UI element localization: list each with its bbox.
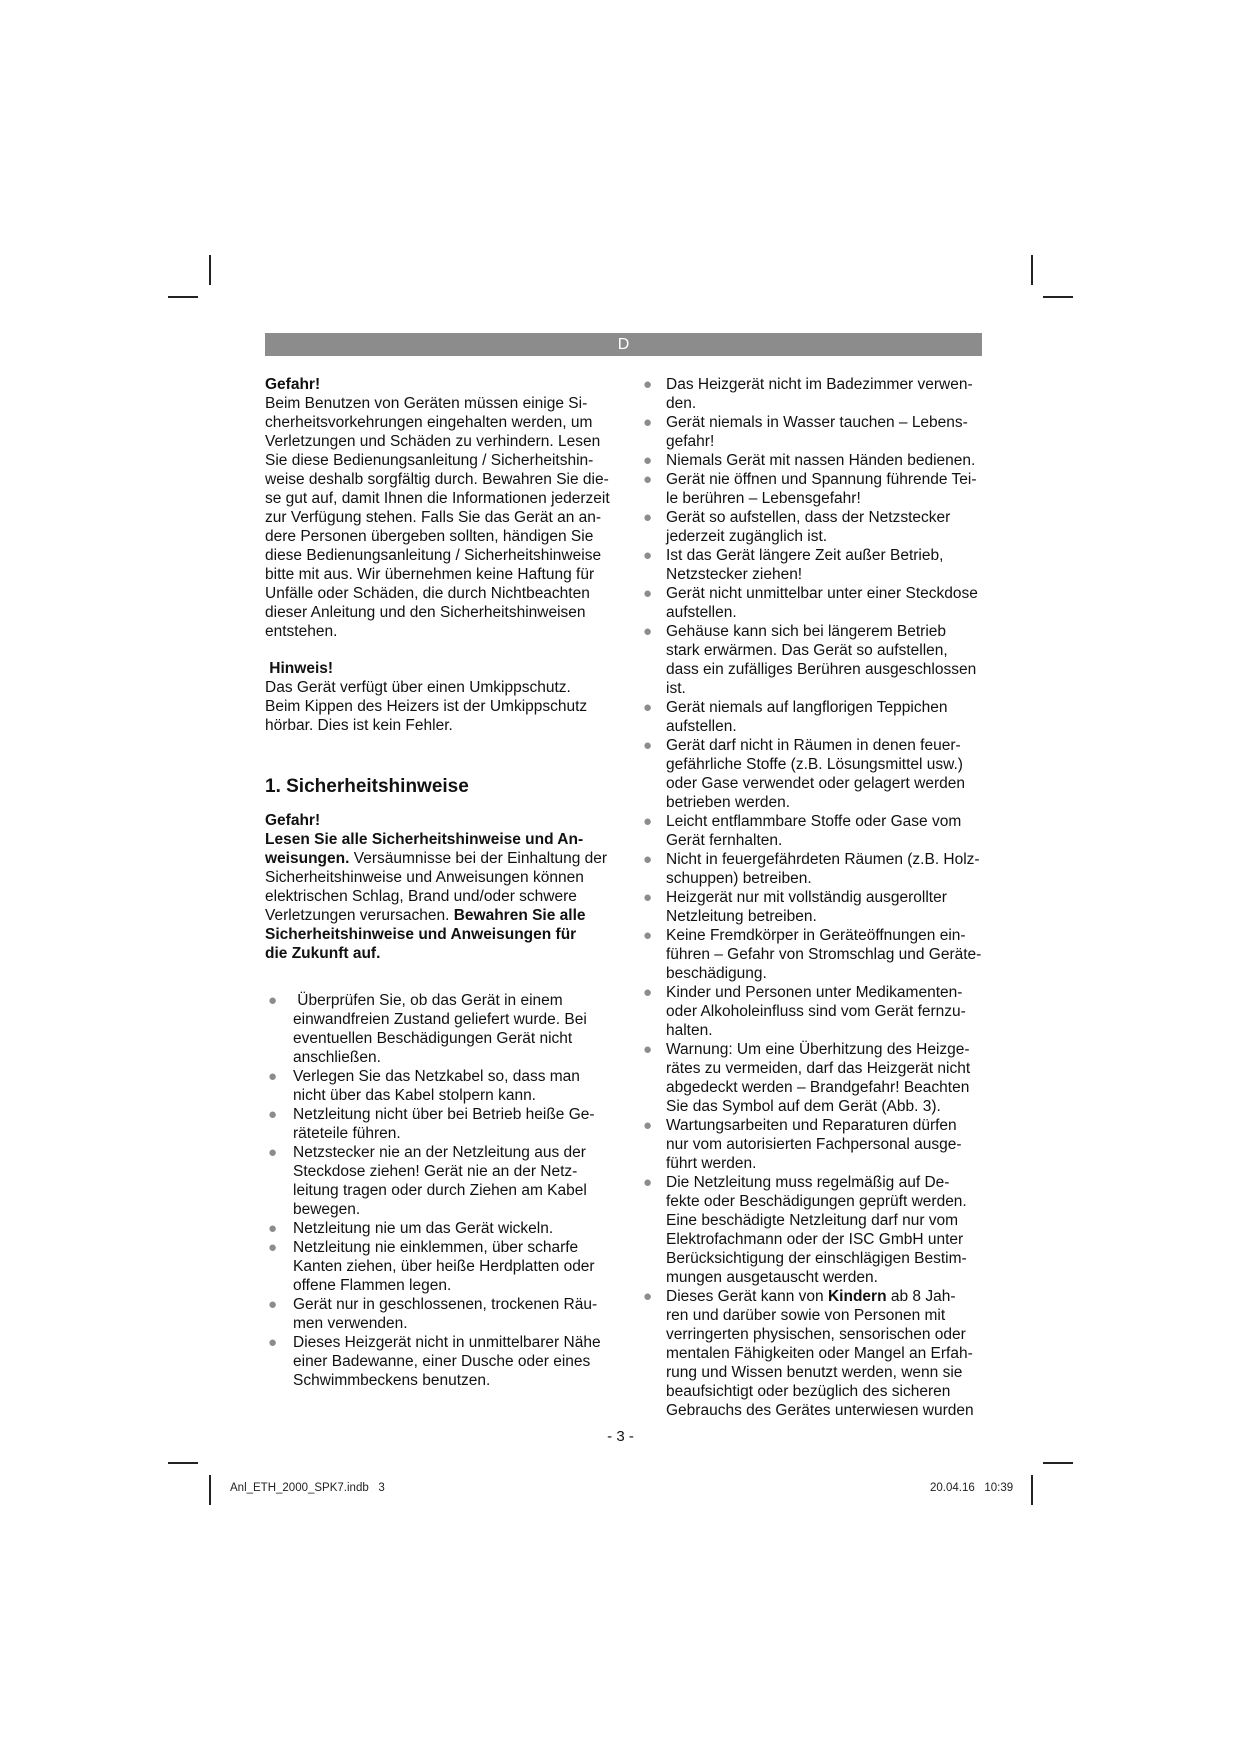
- text-line: ren und darüber sowie von Personen mit: [666, 1307, 946, 1324]
- list-item: [640, 451, 982, 470]
- text-line: Beim Kippen des Heizers ist der Umkippschutz: [265, 698, 588, 715]
- children-text-post: ab 8 Jah-: [886, 1288, 956, 1305]
- list-item: [640, 812, 982, 850]
- list-item: [265, 1219, 615, 1238]
- right-safety-list: [640, 375, 982, 1287]
- list-item-line: gefahr!: [666, 433, 715, 450]
- list-item-line: Ist das Gerät längere Zeit außer Betrieb,: [666, 547, 944, 564]
- text-line: se gut auf, damit Ihnen die Informationen jederzeit: [265, 490, 610, 507]
- list-item-line: nicht über das Kabel stolpern kann.: [293, 1087, 536, 1104]
- list-item-line: offene Flammen legen.: [293, 1277, 452, 1294]
- bullet-dot-icon: ●: [268, 1334, 278, 1351]
- list-item: [640, 926, 982, 983]
- text-line: dere Personen übergeben sollten, händigen Sie: [265, 528, 594, 545]
- bullet-dot-icon: ●: [643, 414, 653, 431]
- right-column: [640, 375, 982, 1420]
- list-item-line: mungen ausgetauscht werden.: [666, 1269, 878, 1286]
- bullet-dot-icon: ●: [268, 1106, 278, 1123]
- list-item-line: Leicht entflammbare Stoffe oder Gase vom: [666, 813, 962, 830]
- bold-instruction-1: Lesen Sie alle Sicherheitshinweise und An-: [265, 831, 584, 848]
- list-item-line: Gehäuse kann sich bei längerem Betrieb: [666, 623, 947, 640]
- bullet-dot-icon: ●: [643, 547, 653, 564]
- crop-mark-top-left-v: [209, 255, 211, 285]
- list-item-line: Gerät nie öffnen und Spannung führende Tei-: [666, 471, 977, 488]
- date-slug: 20.04.16 10:39: [930, 1482, 1014, 1494]
- text-line: Unfälle oder Schäden, die durch Nichtbeachten: [265, 585, 590, 602]
- list-item-line: ist.: [666, 680, 686, 697]
- bold-instruction-2: Bewahren Sie alle: [453, 907, 586, 924]
- list-item: [640, 470, 982, 508]
- note-heading: Hinweis!: [265, 660, 334, 677]
- list-item: [640, 888, 982, 926]
- crop-mark-top-left-h: [168, 296, 198, 298]
- list-item: [640, 413, 982, 451]
- bullet-dot-icon: ●: [643, 1288, 653, 1305]
- list-item-line: nur vom autorisierten Fachpersonal ausge-: [666, 1136, 962, 1153]
- list-item-line: Gerät niemals auf langflorigen Teppichen: [666, 699, 948, 716]
- text-line: zur Verfügung stehen. Falls Sie das Gerät an an-: [265, 509, 602, 526]
- text-line: Das Gerät verfügt über einen Umkippschutz.: [265, 679, 571, 696]
- list-item-line: Gerät niemals in Wasser tauchen – Lebens-: [666, 414, 968, 431]
- list-item-line: Niemals Gerät mit nassen Händen bedienen.: [666, 452, 976, 469]
- bullet-dot-icon: ●: [643, 623, 653, 640]
- list-item-line: Gerät fernhalten.: [666, 832, 783, 849]
- list-item-line: rätes zu vermeiden, darf das Heizgerät nicht: [666, 1060, 971, 1077]
- crop-mark-bottom-right-v: [1031, 1475, 1033, 1505]
- list-item-line: anschließen.: [293, 1049, 381, 1066]
- right-safety-list-last: [640, 1287, 982, 1420]
- list-item: [640, 622, 982, 698]
- text-line: beaufsichtigt oder bezüglich des sicheren: [666, 1383, 951, 1400]
- bullet-dot-icon: ●: [643, 737, 653, 754]
- intro-text-1: Versäumnisse bei der Einhaltung der: [349, 850, 608, 867]
- danger-paragraph: [265, 394, 615, 641]
- list-item-line: einwandfreien Zustand geliefert wurde. Bei: [293, 1011, 587, 1028]
- list-item-line: eventuellen Beschädigungen Gerät nicht: [293, 1030, 573, 1047]
- list-item-line: jederzeit zugänglich ist.: [666, 528, 828, 545]
- bullet-dot-icon: ●: [268, 1068, 278, 1085]
- list-item: [265, 1105, 615, 1143]
- list-item-line: Netzleitung nie einklemmen, über scharfe: [293, 1239, 579, 1256]
- list-item: [640, 546, 982, 584]
- list-item: [640, 736, 982, 812]
- crop-mark-top-right-v: [1031, 255, 1033, 285]
- bold-instruction-2c: die Zukunft auf.: [265, 945, 381, 962]
- bullet-dot-icon: ●: [643, 984, 653, 1001]
- list-item-line: Wartungsarbeiten und Reparaturen dürfen: [666, 1117, 957, 1134]
- list-item: [265, 1143, 615, 1219]
- text-line: entstehen.: [265, 623, 338, 640]
- list-item-line: Netzleitung betreiben.: [666, 908, 817, 925]
- list-item-line: Das Heizgerät nicht im Badezimmer verwen-: [666, 376, 973, 393]
- bullet-dot-icon: ●: [268, 1220, 278, 1237]
- bullet-dot-icon: ●: [643, 851, 653, 868]
- list-item-line: aufstellen.: [666, 718, 737, 735]
- list-item-line: Warnung: Um eine Überhitzung des Heizge-: [666, 1041, 970, 1058]
- list-item-line: führen – Gefahr von Stromschlag und Geräte-: [666, 946, 982, 963]
- danger-heading: Gefahr!: [265, 376, 321, 393]
- list-item-line: Keine Fremdkörper in Geräteöffnungen ein-: [666, 927, 966, 944]
- bullet-dot-icon: ●: [268, 1239, 278, 1256]
- list-item-line: führt werden.: [666, 1155, 757, 1172]
- bullet-dot-icon: ●: [643, 1041, 653, 1058]
- list-item-line: oder Alkoholeinfluss sind vom Gerät fernzu-: [666, 1003, 966, 1020]
- list-item: [640, 375, 982, 413]
- list-item: [640, 850, 982, 888]
- list-item-line: beschädigung.: [666, 965, 767, 982]
- text-line: diese Bedienungsanleitung / Sicherheitshinweise: [265, 547, 602, 564]
- list-item: [640, 508, 982, 546]
- text-line: weise deshalb sorgfältig durch. Bewahren Sie die-: [265, 471, 609, 488]
- text-line: hörbar. Dies ist kein Fehler.: [265, 717, 453, 734]
- text-line: Gebrauchs des Gerätes unterwiesen wurden: [666, 1402, 974, 1419]
- intro-text-4: Verletzungen verursachen.: [265, 907, 454, 924]
- list-item-line: schuppen) betreiben.: [666, 870, 812, 887]
- list-item-line: halten.: [666, 1022, 713, 1039]
- section-header-bar: [265, 333, 982, 356]
- list-item: [265, 1295, 615, 1333]
- file-slug: Anl_ETH_2000_SPK7.indb 3: [230, 1482, 385, 1494]
- bullet-dot-icon: ●: [643, 927, 653, 944]
- bullet-dot-icon: ●: [643, 813, 653, 830]
- list-item-line: bewegen.: [293, 1201, 361, 1218]
- list-item: [265, 1067, 615, 1105]
- list-item-line: Die Netzleitung muss regelmäßig auf De-: [666, 1174, 950, 1191]
- list-item-line: leitung tragen oder durch Ziehen am Kabel: [293, 1182, 587, 1199]
- list-item: [265, 991, 615, 1067]
- list-item-line: Heizgerät nur mit vollständig ausgerollter: [666, 889, 947, 906]
- bullet-dot-icon: ●: [268, 992, 278, 1009]
- list-item-line: Gerät nicht unmittelbar unter einer Steckdose: [666, 585, 978, 602]
- list-item: [640, 584, 982, 622]
- text-line: verringerten physischen, sensorischen oder: [666, 1326, 966, 1343]
- list-item-line: Steckdose ziehen! Gerät nie an der Netz-: [293, 1163, 578, 1180]
- list-item-line: Eine beschädigte Netzleitung darf nur vom: [666, 1212, 959, 1229]
- list-item-line: le berühren – Lebensgefahr!: [666, 490, 861, 507]
- text-line: bitte mit aus. Wir übernehmen keine Haftung für: [265, 566, 595, 583]
- list-item: [640, 1116, 982, 1173]
- list-item-line: fekte oder Beschädigungen geprüft werden.: [666, 1193, 967, 1210]
- crop-mark-bottom-left-h: [168, 1462, 198, 1464]
- section-letter: D: [617, 336, 630, 353]
- list-item-line: Elektrofachmann oder der ISC GmbH unter: [666, 1231, 964, 1248]
- bullet-dot-icon: ●: [643, 452, 653, 469]
- children-text-bold: Kindern: [827, 1288, 887, 1305]
- text-line: Beim Benutzen von Geräten müssen einige Si-: [265, 395, 588, 412]
- list-item: [265, 1333, 615, 1390]
- crop-mark-bottom-left-v: [209, 1475, 211, 1505]
- note-paragraph: [265, 678, 615, 735]
- list-item-line: Berücksichtigung der einschlägigen Bestim-: [666, 1250, 967, 1267]
- list-item-line: stark erwärmen. Das Gerät so aufstellen,: [666, 642, 948, 659]
- list-item-line: einer Badewanne, einer Dusche oder eines: [293, 1353, 591, 1370]
- list-item: [640, 1173, 982, 1287]
- list-item-line: Netzstecker ziehen!: [666, 566, 803, 583]
- section-title: 1. Sicherheitshinweise: [265, 776, 469, 797]
- intro-text-3: elektrischen Schlag, Brand und/oder schwere: [265, 888, 577, 905]
- list-item-line: Gerät nur in geschlossenen, trockenen Räu-: [293, 1296, 598, 1313]
- crop-mark-top-right-h: [1043, 296, 1073, 298]
- list-item: [265, 1238, 615, 1295]
- bullet-dot-icon: ●: [643, 1117, 653, 1134]
- danger-heading-2: Gefahr!: [265, 812, 321, 829]
- safety-intro-paragraph: [265, 830, 615, 963]
- list-item-line: Sie das Symbol auf dem Gerät (Abb. 3).: [666, 1098, 941, 1115]
- bullet-dot-icon: ●: [643, 471, 653, 488]
- list-item-line: oder Gase verwendet oder gelagert werden: [666, 775, 965, 792]
- list-item-line: Kinder und Personen unter Medikamenten-: [666, 984, 963, 1001]
- bullet-dot-icon: ●: [268, 1296, 278, 1313]
- list-item-line: Schwimmbeckens benutzen.: [293, 1372, 491, 1389]
- list-item-line: den.: [666, 395, 697, 412]
- text-line: Verletzungen und Schäden zu verhindern. Lesen: [265, 433, 601, 450]
- list-item-line: men verwenden.: [293, 1315, 408, 1332]
- list-item-line: Nicht in feuergefährdeten Räumen (z.B. Holz-: [666, 851, 980, 868]
- list-item-line: dass ein zufälliges Berühren ausgeschlossen: [666, 661, 977, 678]
- list-item-line: betrieben werden.: [666, 794, 791, 811]
- list-item-line: Netzstecker nie an der Netzleitung aus der: [293, 1144, 586, 1161]
- bullet-dot-icon: ●: [643, 585, 653, 602]
- list-item-line: Überprüfen Sie, ob das Gerät in einem: [293, 992, 563, 1009]
- list-item-line: Netzleitung nicht über bei Betrieb heiße Ge-: [293, 1106, 595, 1123]
- bullet-dot-icon: ●: [643, 699, 653, 716]
- text-line: rung und Wissen benutzt werden, wenn sie: [666, 1364, 963, 1381]
- list-item: [640, 1287, 982, 1420]
- list-item-line: Gerät darf nicht in Räumen in denen feuer-: [666, 737, 961, 754]
- list-item-line: Dieses Heizgerät nicht in unmittelbarer Nähe: [293, 1334, 601, 1351]
- left-column: [265, 375, 615, 1390]
- list-item-line: gefährliche Stoffe (z.B. Lösungsmittel usw.): [666, 756, 963, 773]
- page-number: - 3 -: [607, 1428, 634, 1445]
- bullet-dot-icon: ●: [643, 889, 653, 906]
- list-item-line: räteteile führen.: [293, 1125, 401, 1142]
- list-item: [640, 698, 982, 736]
- bold-instruction-2b: Sicherheitshinweise und Anweisungen für: [265, 926, 577, 943]
- list-item-line: Netzleitung nie um das Gerät wickeln.: [293, 1220, 554, 1237]
- bullet-dot-icon: ●: [268, 1144, 278, 1161]
- list-item-line: Gerät so aufstellen, dass der Netzstecker: [666, 509, 951, 526]
- list-item-line: Verlegen Sie das Netzkabel so, dass man: [293, 1068, 580, 1085]
- list-item: [640, 983, 982, 1040]
- left-safety-list: [265, 991, 615, 1390]
- crop-mark-bottom-right-h: [1043, 1462, 1073, 1464]
- text-line: dieser Anleitung und den Sicherheitshinweisen: [265, 604, 586, 621]
- bullet-dot-icon: ●: [643, 1174, 653, 1191]
- text-line: cherheitsvorkehrungen eingehalten werden, um: [265, 414, 593, 431]
- bold-instruction-1b: weisungen.: [265, 850, 350, 867]
- bullet-dot-icon: ●: [643, 376, 653, 393]
- list-item-line: Kanten ziehen, über heiße Herdplatten oder: [293, 1258, 595, 1275]
- text-line: mentalen Fähigkeiten oder Mangel an Erfah-: [666, 1345, 973, 1362]
- children-text-pre: Dieses Gerät kann von: [666, 1288, 828, 1305]
- text-line: Sie diese Bedienungsanleitung / Sicherheitshin-: [265, 452, 594, 469]
- list-item-line: abgedeckt werden – Brandgefahr! Beachten: [666, 1079, 970, 1096]
- list-item-line: aufstellen.: [666, 604, 737, 621]
- list-item: [640, 1040, 982, 1116]
- bullet-dot-icon: ●: [643, 509, 653, 526]
- intro-text-2: Sicherheitshinweise und Anweisungen können: [265, 869, 584, 886]
